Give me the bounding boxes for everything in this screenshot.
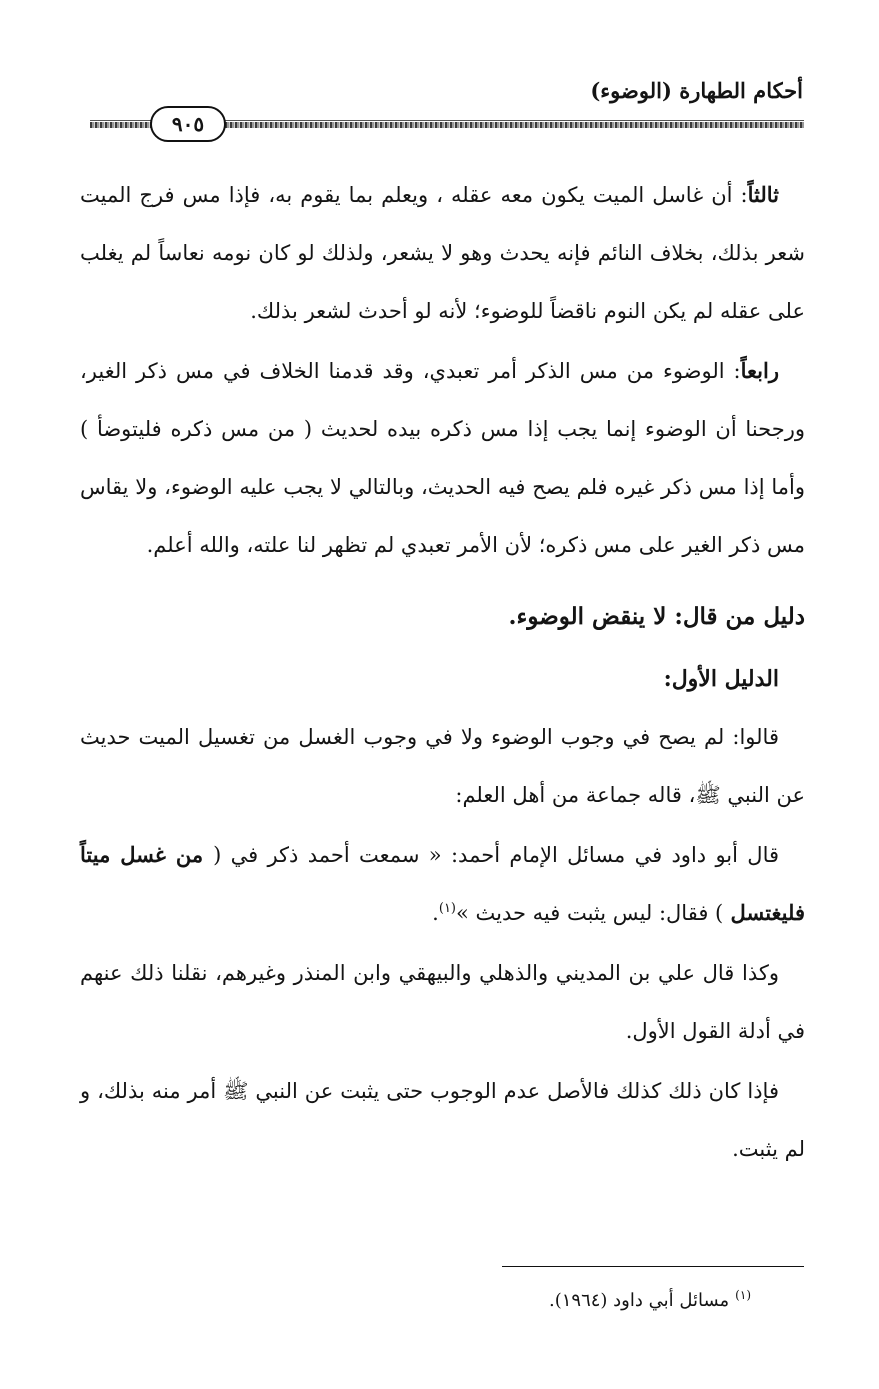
section-heading: دليل من قال: لا ينقض الوضوء.	[508, 603, 805, 630]
footnote-mark: (١)	[735, 1288, 751, 1302]
section-subheading: الدليل الأول:	[663, 666, 779, 692]
quoted-hadith: من غسل ميتاً فليغتسل	[80, 842, 805, 925]
paragraph-they-said: قالوا: لم يصح في وجوب الوضوء ولا في وجوب الغسل من تغسيل الميت حديث عن النبي ﷺ، قاله جماعة من أهل العلم:	[80, 725, 805, 807]
paragraph-text: : أن غاسل الميت يكون معه عقله ، ويعلم بما يقوم به، فإذا مس فرج الميت شعر بذلك، بخلاف النائم فإنه يحدث وهو لا يشعر، ولذلك لو كان نومه نعاساً لم يغلب على عقله لم يكن النوم ناقضاً للوضوء؛ لأنه لو أحدث لشعر بذلك.	[80, 183, 805, 323]
footnote-reference: (١)	[438, 901, 456, 916]
running-title: أحكام الطهارة (الوضوء)	[590, 78, 803, 103]
footnote-separator	[502, 1266, 804, 1267]
paragraph-text: : الوضوء من مس الذكر أمر تعبدي، وقد قدمنا الخلاف في مس ذكر الغير، ورجحنا أن الوضوء إنما يجب إذا مس ذكره بيده لحديث ( من مس ذكره فليتوضأ ) وأما إذا مس ذكر غيره فلم يصح فيه الحديث، وبالتالي لا يجب عليه الوضوء، ولا يقاس مس ذكر الغير على مس ذكره؛ لأن الأمر تعبدي لم تظهر لنا علته، والله أعلم.	[80, 359, 805, 557]
paragraph-fourthly	[80, 342, 805, 574]
quote-after: ) فقال: ليس يثبت فيه حديث »	[456, 901, 724, 925]
page-number-frame	[150, 106, 226, 142]
paragraph-abu-dawud	[80, 826, 805, 942]
page-number: ٩٠٥	[171, 112, 205, 136]
main-text	[80, 166, 805, 1178]
paragraph-conclusion: فإذا كان ذلك كذلك فالأصل عدم الوجوب حتى يثبت عن النبي ﷺ أمر منه بذلك، و لم يثبت.	[80, 1079, 805, 1161]
quote-before: قال أبو داود في مسائل الإمام أحمد: « سمعت أحمد ذكر في (	[213, 843, 780, 867]
footnote-text: مسائل أبي داود (١٩٦٤).	[548, 1290, 730, 1311]
paragraph-likewise: وكذا قال علي بن المديني والذهلي والبيهقي وابن المنذر وغيرهم، نقلنا ذلك عنهم في أدلة القول الأول.	[80, 961, 805, 1043]
footnote	[549, 1288, 751, 1311]
quote-end: .	[432, 901, 439, 925]
paragraph-lead: رابعاً	[740, 358, 779, 383]
paragraph-thirdly	[80, 166, 805, 340]
paragraph-lead: ثالثاً	[747, 182, 779, 207]
